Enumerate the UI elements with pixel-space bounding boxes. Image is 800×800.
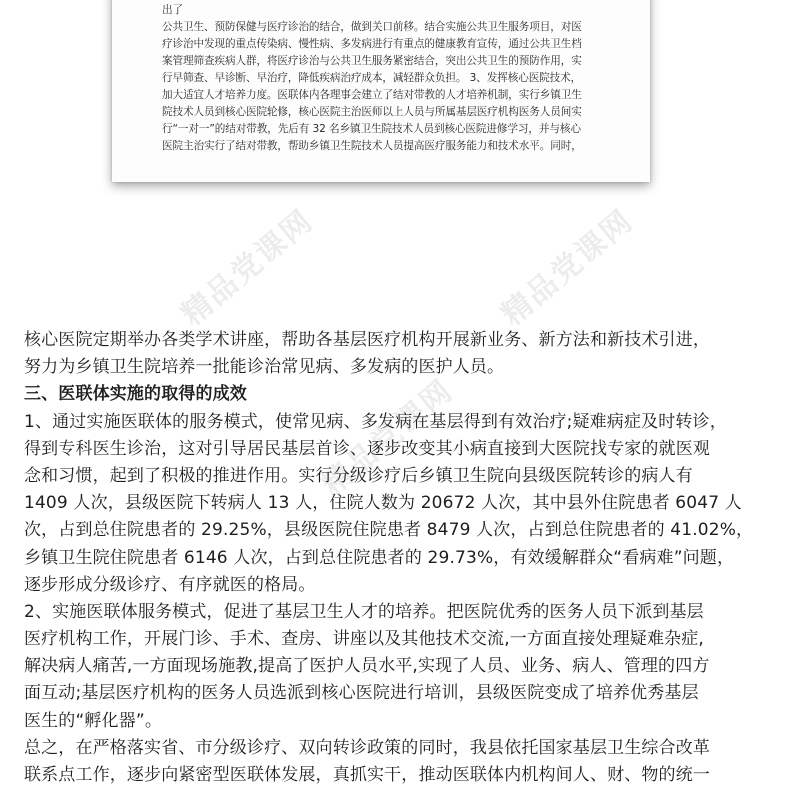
body-text-line: 得到专科医生诊治，这对引导居民基层首诊、逐步改变其小病直接到大医院找专家的就医观 [24,438,710,459]
body-text-line: 念和习惯，起到了积极的推进作用。实行分级诊疗后乡镇卫生院向县级医院转诊的病人有 [24,465,693,486]
body-text-line: 努力为乡镇卫生院培养一批能诊治常见病、多发病的医护人员。 [24,357,505,378]
body-text-line: 医生的“孵化器”。 [24,710,162,731]
watermark-text: 精品党课网 [175,203,321,333]
embedded-document-line: 出了 [162,4,183,16]
body-text-line: 总之，在严格落实省、市分级诊疗、双向转诊政策的同时，我县依托国家基层卫生综合改革 [24,737,710,758]
embedded-document-line: 行“一对一”的结对带教，先后有 32 名乡镇卫生院技术人员到核心医院进修学习，并与核心 [162,123,581,135]
embedded-document-text [162,0,612,155]
document-body [24,327,784,789]
section-heading: 三、医联体实施的取得的成效 [24,384,247,405]
embedded-document-line: 公共卫生、预防保健与医疗诊治的结合，做到关口前移。结合实施公共卫生服务项目，对医 [162,21,582,33]
embedded-document-line: 加大适宜人才培养力度。医联体内各理事会建立了结对带教的人才培养机制，实行乡镇卫生 [162,89,582,101]
body-text-line: 联系点工作，逐步向紧密型医联体发展，真抓实干，推动医联体内机构间人、财、物的统一 [24,765,710,785]
embedded-document-line: 案管理筛查疾病人群，将医疗诊治与公共卫生服务紧密结合，突出公共卫生的预防作用，实 [162,55,582,67]
body-text-line: 面互动;基层医疗机构的医务人员选派到核心医院进行培训，县级医院变成了培养优秀基层 [24,683,699,704]
body-text-line: 乡镇卫生院住院患者 6146 人次，占到总住院患者的 29.73%，有效缓解群众“看病难”问题， [24,547,735,568]
embedded-document-line [162,0,612,2]
embedded-document-card [112,0,650,182]
embedded-document-line: 行早筛查、早诊断、早治疗，降低疾病治疗成本，减轻群众负担。 3、发挥核心医院技术， [162,72,582,84]
body-text-line: 次，占到总住院患者的 29.25%，县级医院住院患者 8479 人次，占到总住院患者的 41.02%， [24,520,754,541]
body-text-line: 逐步形成分级诊疗、有序就医的格局。 [24,574,316,595]
embedded-document-line: 院技术人员到核心医院轮修，核心医院主治医师以上人员与所属基层医疗机构医务人员间实 [162,106,582,118]
embedded-document-line: 疗诊治中发现的重点传染病、慢性病、多发病进行有重点的健康教育宣传，通过公共卫生档 [162,38,582,50]
body-text-line: 1、通过实施医联体的服务模式，使常见病、多发病在基层得到有效治疗;疑难病症及时转诊， [24,411,727,432]
watermark-text: 精品党课网 [315,373,461,503]
body-text-line: 2、实施医联体服务模式，促进了基层卫生人才的培养。把医院优秀的医务人员下派到基层 [24,601,704,622]
body-text-line: 1409 人次，县级医院下转病人 13 人，住院人数为 20672 人次，其中县外住院患者 6047 人 [24,493,742,514]
body-text-line: 解决病人痛苦,一方面现场施教,提高了医护人员水平,实现了人员、业务、病人、管理的四方 [24,656,710,677]
watermark-text: 精品党课网 [495,203,641,333]
body-text-line: 医疗机构工作，开展门诊、手术、查房、讲座以及其他技术交流,一方面直接处理疑难杂症, [24,629,704,650]
embedded-document-line: 医院主治实行了结对带教，帮助乡镇卫生院技术人员提高医疗服务能力和技术水平。同时， [162,140,582,152]
body-text-line: 核心医院定期举办各类学术讲座，帮助各基层医疗机构开展新业务、新方法和新技术引进， [24,330,710,350]
